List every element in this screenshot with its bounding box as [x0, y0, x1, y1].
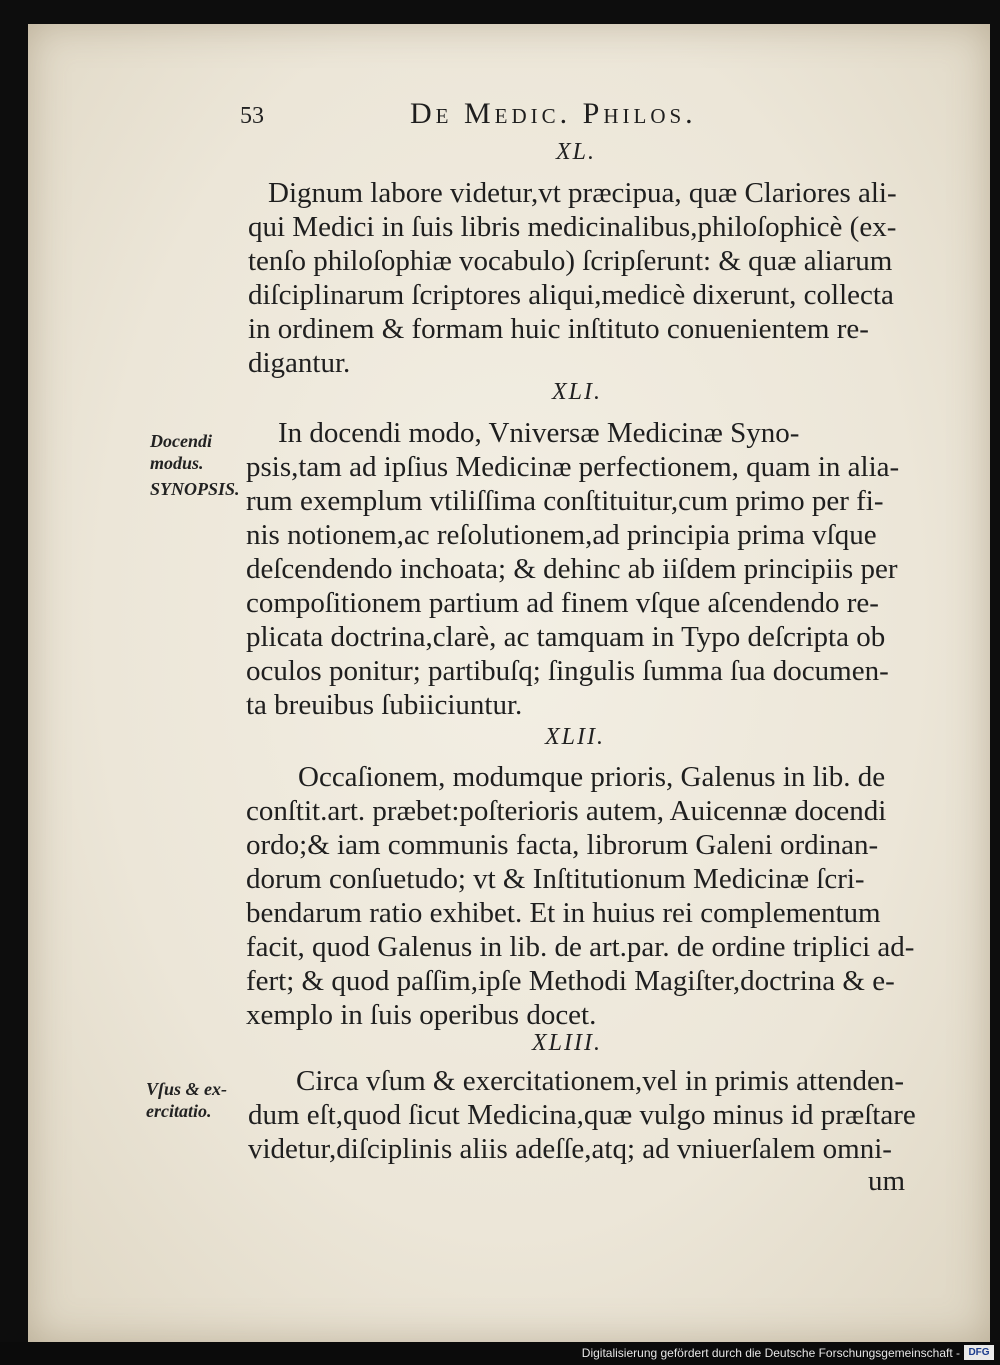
margin-note-line: Vſus & ex-: [146, 1079, 227, 1099]
catchword: um: [868, 1165, 906, 1197]
margin-note-docendi: [150, 430, 240, 500]
margin-note-vsus: [146, 1078, 227, 1122]
text-line: Occaſionem, modumque prioris, Galenus in lib. de: [298, 761, 886, 793]
text-line: oculos ponitur; partibuſq; ſingulis ſumma ſua documen-: [246, 655, 889, 687]
text-line: dorum conſuetudo; vt & Inſtitutionum Medicinæ ſcri-: [246, 863, 865, 895]
page-number: 53: [240, 103, 264, 129]
text-line: diſciplinarum ſcriptores aliqui,medicè dixerunt, collecta: [248, 279, 894, 311]
text-line: deſcendendo inchoata; & dehinc ab iiſdem principiis per: [246, 553, 898, 585]
text-line: fert; & quod paſſim,ipſe Methodi Magiſter,doctrina & e-: [246, 965, 895, 997]
text-line: rum exemplum vtiliſſima conſtituitur,cum primo per fi-: [246, 485, 884, 517]
text-line: videtur,diſciplinis aliis adeſſe,atq; ad vniuerſalem omni-: [248, 1133, 892, 1165]
text-line: ordo;& iam communis facta, librorum Galeni ordinan-: [246, 829, 879, 861]
text-line: plicata doctrina,clarè, ac tamquam in Typo deſcripta ob: [246, 621, 886, 653]
text-line: compoſitionem partium ad finem vſque aſcendendo re-: [246, 587, 879, 619]
text-line: ta breuibus ſubiiciuntur.: [246, 689, 523, 721]
section-heading-xli: XLI.: [552, 379, 602, 405]
text-line: xemplo in ſuis operibus docet.: [246, 999, 597, 1031]
margin-note-line: Docendi: [150, 431, 212, 451]
text-line: In docendi modo, Vniversæ Medicinæ Syno-: [278, 417, 800, 449]
text-line: psis,tam ad ipſius Medicinæ perfectionem, quam in alia-: [246, 451, 900, 483]
text-line: in ordinem & formam huic inſtituto conuenientem re-: [248, 313, 869, 345]
dfg-logo-icon: DFG: [964, 1345, 994, 1360]
text-line: Dignum labore videtur,vt præcipua, quæ Clariores ali-: [268, 177, 897, 209]
section-heading-xlii: XLII.: [545, 724, 605, 750]
text-line: Circa vſum & exercitationem,vel in primis attenden-: [296, 1065, 905, 1097]
margin-note-line: modus.: [150, 453, 204, 473]
section-heading-xliii: XLIII.: [532, 1030, 602, 1056]
text-line: bendarum ratio exhibet. Et in huius rei complementum: [246, 897, 881, 929]
text-line: nis notionem,ac reſolutionem,ad principia prima vſque: [246, 519, 877, 551]
text-line: digantur.: [248, 347, 351, 379]
margin-note-line: ercitatio.: [146, 1101, 212, 1121]
text-line: qui Medici in ſuis libris medicinalibus,philoſophicè (ex-: [248, 211, 897, 243]
running-head: De Medic. Philos.: [410, 97, 697, 130]
text-line: dum eſt,quod ſicut Medicina,quæ vulgo minus id præſtare: [248, 1099, 916, 1131]
margin-note-synopsis: SYNOPSIS.: [150, 479, 240, 499]
section-heading-xl: XL.: [556, 139, 597, 165]
text-line: tenſo philoſophiæ vocabulo) ſcripſerunt: & quæ aliarum: [248, 245, 893, 277]
footer-credit: Digitalisierung gefördert durch die Deutsche Forschungsgemeinschaft -: [581, 1346, 960, 1360]
text-line: facit, quod Galenus in lib. de art.par. de ordine triplici ad-: [246, 931, 915, 963]
text-line: conſtit.art. præbet:poſterioris autem, Auicennæ docendi: [246, 795, 887, 827]
